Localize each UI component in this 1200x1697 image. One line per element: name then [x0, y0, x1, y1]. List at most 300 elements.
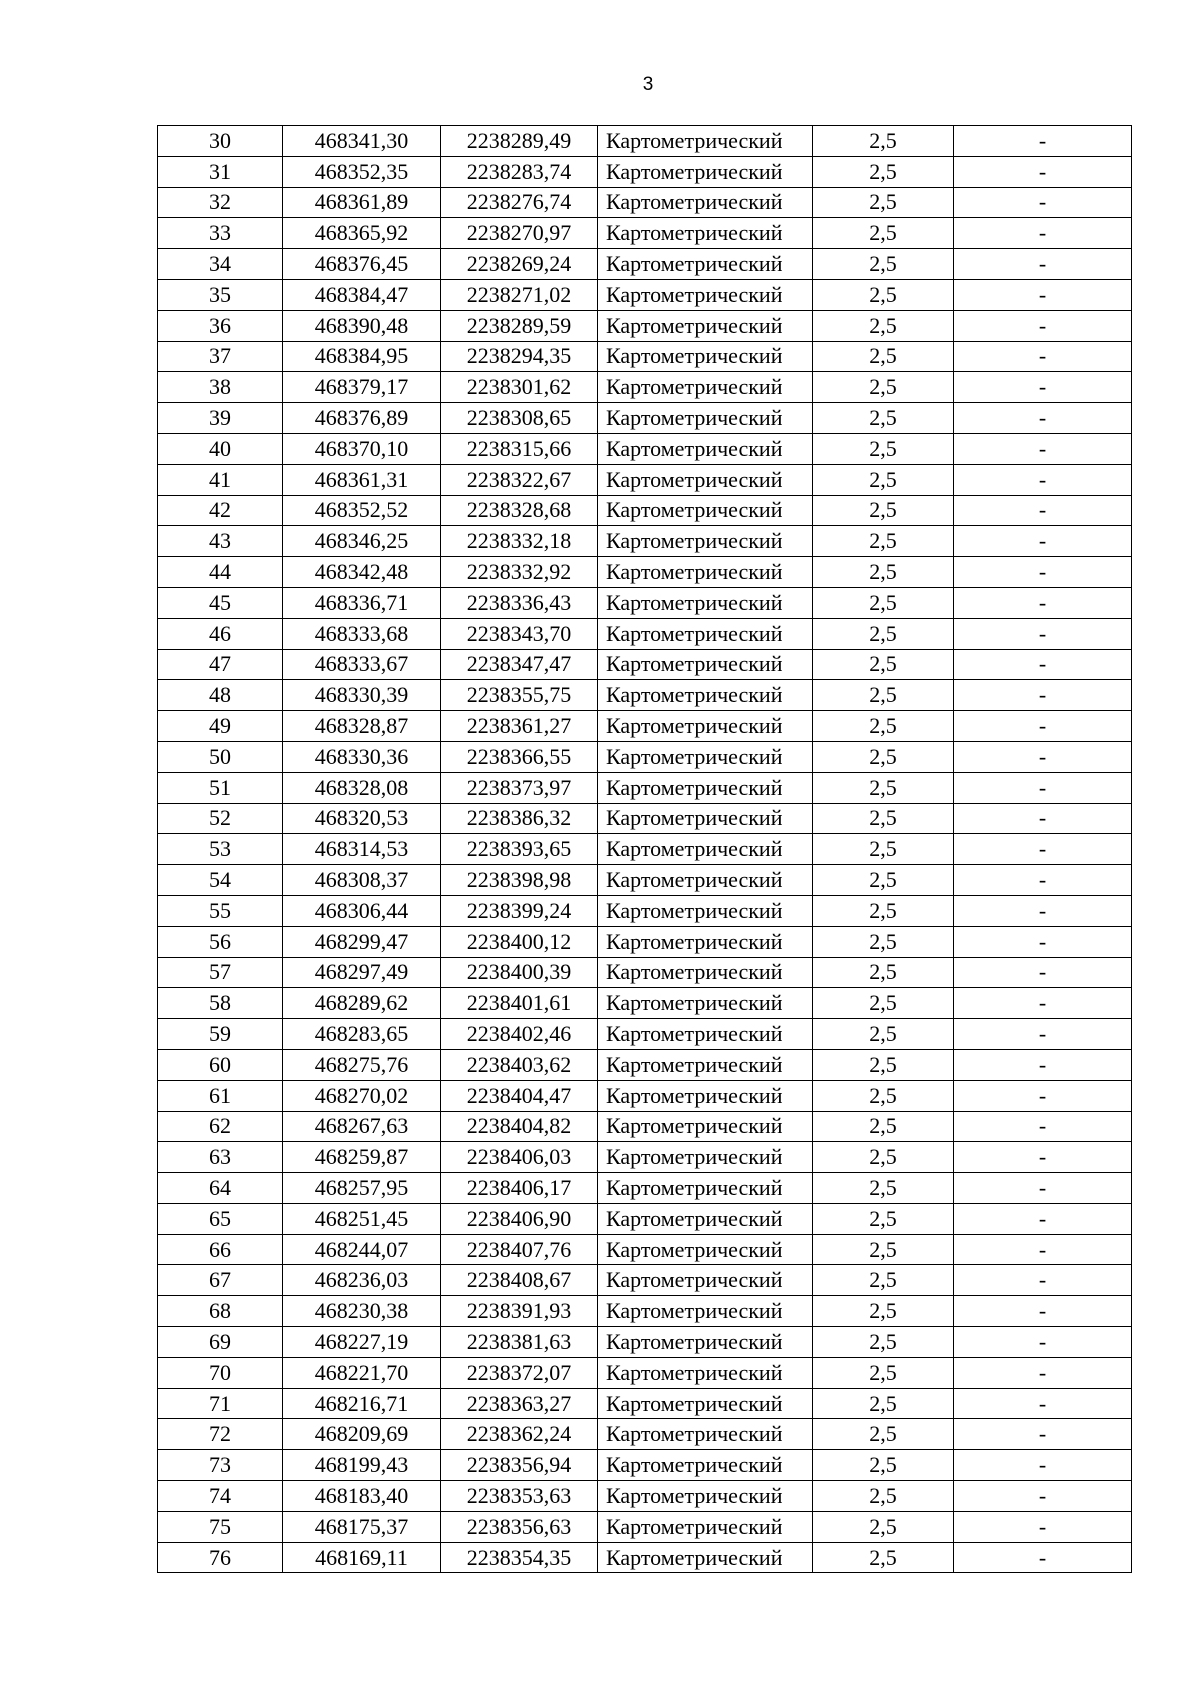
- method-cell: Картометрический: [598, 279, 813, 310]
- y-coordinate-cell: 2238398,98: [441, 865, 598, 896]
- method-cell: Картометрический: [598, 1019, 813, 1050]
- table-row: [158, 372, 1132, 403]
- x-coordinate-cell: 468221,70: [283, 1357, 441, 1388]
- y-coordinate-cell: 2238322,67: [441, 464, 598, 495]
- point-number-cell: 56: [158, 926, 283, 957]
- x-coordinate-cell: 468251,45: [283, 1203, 441, 1234]
- description-cell: -: [954, 1019, 1132, 1050]
- x-coordinate-cell: 468352,52: [283, 495, 441, 526]
- x-coordinate-cell: 468267,63: [283, 1111, 441, 1142]
- accuracy-cell: 2,5: [813, 957, 954, 988]
- table-row: [158, 1080, 1132, 1111]
- point-number-cell: 73: [158, 1450, 283, 1481]
- table-row: [158, 1542, 1132, 1573]
- description-cell: -: [954, 1296, 1132, 1327]
- y-coordinate-cell: 2238361,27: [441, 711, 598, 742]
- table-row: [158, 834, 1132, 865]
- x-coordinate-cell: 468361,31: [283, 464, 441, 495]
- point-number-cell: 64: [158, 1173, 283, 1204]
- table-row: [158, 1234, 1132, 1265]
- x-coordinate-cell: 468342,48: [283, 557, 441, 588]
- y-coordinate-cell: 2238406,90: [441, 1203, 598, 1234]
- x-coordinate-cell: 468257,95: [283, 1173, 441, 1204]
- description-cell: -: [954, 557, 1132, 588]
- accuracy-cell: 2,5: [813, 433, 954, 464]
- y-coordinate-cell: 2238363,27: [441, 1388, 598, 1419]
- table-row: [158, 1173, 1132, 1204]
- x-coordinate-cell: 468175,37: [283, 1511, 441, 1542]
- x-coordinate-cell: 468376,45: [283, 249, 441, 280]
- y-coordinate-cell: 2238408,67: [441, 1265, 598, 1296]
- table-row: [158, 1203, 1132, 1234]
- description-cell: -: [954, 464, 1132, 495]
- point-number-cell: 61: [158, 1080, 283, 1111]
- x-coordinate-cell: 468308,37: [283, 865, 441, 896]
- method-cell: Картометрический: [598, 433, 813, 464]
- table-row: [158, 1481, 1132, 1512]
- table-row: [158, 957, 1132, 988]
- table-row: [158, 1019, 1132, 1050]
- table-row: [158, 1388, 1132, 1419]
- point-number-cell: 46: [158, 618, 283, 649]
- y-coordinate-cell: 2238308,65: [441, 403, 598, 434]
- point-number-cell: 67: [158, 1265, 283, 1296]
- method-cell: Картометрический: [598, 649, 813, 680]
- description-cell: -: [954, 895, 1132, 926]
- method-cell: Картометрический: [598, 741, 813, 772]
- y-coordinate-cell: 2238332,92: [441, 557, 598, 588]
- table-row: [158, 464, 1132, 495]
- method-cell: Картометрический: [598, 988, 813, 1019]
- description-cell: -: [954, 279, 1132, 310]
- accuracy-cell: 2,5: [813, 741, 954, 772]
- point-number-cell: 75: [158, 1511, 283, 1542]
- point-number-cell: 32: [158, 187, 283, 218]
- method-cell: Картометрический: [598, 1203, 813, 1234]
- y-coordinate-cell: 2238332,18: [441, 526, 598, 557]
- x-coordinate-cell: 468209,69: [283, 1419, 441, 1450]
- point-number-cell: 38: [158, 372, 283, 403]
- y-coordinate-cell: 2238403,62: [441, 1049, 598, 1080]
- point-number-cell: 70: [158, 1357, 283, 1388]
- y-coordinate-cell: 2238276,74: [441, 187, 598, 218]
- description-cell: -: [954, 1173, 1132, 1204]
- point-number-cell: 69: [158, 1327, 283, 1358]
- table-row: [158, 341, 1132, 372]
- description-cell: -: [954, 341, 1132, 372]
- y-coordinate-cell: 2238406,17: [441, 1173, 598, 1204]
- table-row: [158, 865, 1132, 896]
- table-row: [158, 1450, 1132, 1481]
- accuracy-cell: 2,5: [813, 1049, 954, 1080]
- x-coordinate-cell: 468330,36: [283, 741, 441, 772]
- y-coordinate-cell: 2238399,24: [441, 895, 598, 926]
- y-coordinate-cell: 2238400,39: [441, 957, 598, 988]
- point-number-cell: 42: [158, 495, 283, 526]
- x-coordinate-cell: 468376,89: [283, 403, 441, 434]
- x-coordinate-cell: 468270,02: [283, 1080, 441, 1111]
- table-row: [158, 279, 1132, 310]
- y-coordinate-cell: 2238372,07: [441, 1357, 598, 1388]
- x-coordinate-cell: 468384,47: [283, 279, 441, 310]
- description-cell: -: [954, 126, 1132, 157]
- y-coordinate-cell: 2238328,68: [441, 495, 598, 526]
- accuracy-cell: 2,5: [813, 1111, 954, 1142]
- point-number-cell: 68: [158, 1296, 283, 1327]
- point-number-cell: 45: [158, 587, 283, 618]
- point-number-cell: 52: [158, 803, 283, 834]
- x-coordinate-cell: 468283,65: [283, 1019, 441, 1050]
- description-cell: -: [954, 1142, 1132, 1173]
- accuracy-cell: 2,5: [813, 618, 954, 649]
- table-row: [158, 711, 1132, 742]
- method-cell: Картометрический: [598, 834, 813, 865]
- accuracy-cell: 2,5: [813, 1203, 954, 1234]
- x-coordinate-cell: 468216,71: [283, 1388, 441, 1419]
- method-cell: Картометрический: [598, 1296, 813, 1327]
- method-cell: Картометрический: [598, 495, 813, 526]
- point-number-cell: 35: [158, 279, 283, 310]
- table-row: [158, 1511, 1132, 1542]
- accuracy-cell: 2,5: [813, 249, 954, 280]
- description-cell: -: [954, 680, 1132, 711]
- x-coordinate-cell: 468320,53: [283, 803, 441, 834]
- method-cell: Картометрический: [598, 1111, 813, 1142]
- description-cell: -: [954, 711, 1132, 742]
- x-coordinate-cell: 468169,11: [283, 1542, 441, 1573]
- method-cell: Картометрический: [598, 895, 813, 926]
- y-coordinate-cell: 2238343,70: [441, 618, 598, 649]
- y-coordinate-cell: 2238294,35: [441, 341, 598, 372]
- x-coordinate-cell: 468328,08: [283, 772, 441, 803]
- y-coordinate-cell: 2238366,55: [441, 741, 598, 772]
- description-cell: -: [954, 187, 1132, 218]
- description-cell: -: [954, 926, 1132, 957]
- point-number-cell: 66: [158, 1234, 283, 1265]
- description-cell: -: [954, 803, 1132, 834]
- x-coordinate-cell: 468333,67: [283, 649, 441, 680]
- x-coordinate-cell: 468236,03: [283, 1265, 441, 1296]
- method-cell: Картометрический: [598, 1357, 813, 1388]
- x-coordinate-cell: 468306,44: [283, 895, 441, 926]
- accuracy-cell: 2,5: [813, 834, 954, 865]
- accuracy-cell: 2,5: [813, 372, 954, 403]
- method-cell: Картометрический: [598, 156, 813, 187]
- point-number-cell: 65: [158, 1203, 283, 1234]
- method-cell: Картометрический: [598, 1265, 813, 1296]
- y-coordinate-cell: 2238289,59: [441, 310, 598, 341]
- point-number-cell: 57: [158, 957, 283, 988]
- description-cell: -: [954, 741, 1132, 772]
- method-cell: Картометрический: [598, 587, 813, 618]
- y-coordinate-cell: 2238401,61: [441, 988, 598, 1019]
- method-cell: Картометрический: [598, 1173, 813, 1204]
- x-coordinate-cell: 468328,87: [283, 711, 441, 742]
- y-coordinate-cell: 2238269,24: [441, 249, 598, 280]
- method-cell: Картометрический: [598, 865, 813, 896]
- accuracy-cell: 2,5: [813, 1542, 954, 1573]
- description-cell: -: [954, 1419, 1132, 1450]
- description-cell: -: [954, 218, 1132, 249]
- table-row: [158, 1265, 1132, 1296]
- point-number-cell: 71: [158, 1388, 283, 1419]
- accuracy-cell: 2,5: [813, 126, 954, 157]
- point-number-cell: 51: [158, 772, 283, 803]
- method-cell: Картометрический: [598, 126, 813, 157]
- method-cell: Картометрический: [598, 218, 813, 249]
- method-cell: Картометрический: [598, 310, 813, 341]
- x-coordinate-cell: 468361,89: [283, 187, 441, 218]
- point-number-cell: 31: [158, 156, 283, 187]
- accuracy-cell: 2,5: [813, 1419, 954, 1450]
- description-cell: -: [954, 495, 1132, 526]
- description-cell: -: [954, 865, 1132, 896]
- accuracy-cell: 2,5: [813, 803, 954, 834]
- y-coordinate-cell: 2238362,24: [441, 1419, 598, 1450]
- method-cell: Картометрический: [598, 1511, 813, 1542]
- table-row: [158, 1111, 1132, 1142]
- y-coordinate-cell: 2238289,49: [441, 126, 598, 157]
- accuracy-cell: 2,5: [813, 279, 954, 310]
- point-number-cell: 34: [158, 249, 283, 280]
- point-number-cell: 37: [158, 341, 283, 372]
- point-number-cell: 41: [158, 464, 283, 495]
- y-coordinate-cell: 2238354,35: [441, 1542, 598, 1573]
- point-number-cell: 72: [158, 1419, 283, 1450]
- table-row: [158, 680, 1132, 711]
- table-row: [158, 926, 1132, 957]
- table-row: [158, 741, 1132, 772]
- x-coordinate-cell: 468275,76: [283, 1049, 441, 1080]
- description-cell: -: [954, 403, 1132, 434]
- y-coordinate-cell: 2238402,46: [441, 1019, 598, 1050]
- y-coordinate-cell: 2238301,62: [441, 372, 598, 403]
- description-cell: -: [954, 834, 1132, 865]
- accuracy-cell: 2,5: [813, 1450, 954, 1481]
- description-cell: -: [954, 772, 1132, 803]
- table-row: [158, 433, 1132, 464]
- accuracy-cell: 2,5: [813, 156, 954, 187]
- x-coordinate-cell: 468199,43: [283, 1450, 441, 1481]
- point-number-cell: 76: [158, 1542, 283, 1573]
- y-coordinate-cell: 2238336,43: [441, 587, 598, 618]
- description-cell: -: [954, 587, 1132, 618]
- y-coordinate-cell: 2238391,93: [441, 1296, 598, 1327]
- description-cell: -: [954, 310, 1132, 341]
- accuracy-cell: 2,5: [813, 464, 954, 495]
- method-cell: Картометрический: [598, 464, 813, 495]
- table-row: [158, 218, 1132, 249]
- method-cell: Картометрический: [598, 711, 813, 742]
- accuracy-cell: 2,5: [813, 526, 954, 557]
- description-cell: -: [954, 988, 1132, 1019]
- y-coordinate-cell: 2238406,03: [441, 1142, 598, 1173]
- table-row: [158, 587, 1132, 618]
- table-row: [158, 649, 1132, 680]
- page-number: 3: [642, 74, 654, 95]
- accuracy-cell: 2,5: [813, 1234, 954, 1265]
- x-coordinate-cell: 468297,49: [283, 957, 441, 988]
- accuracy-cell: 2,5: [813, 1388, 954, 1419]
- method-cell: Картометрический: [598, 1419, 813, 1450]
- x-coordinate-cell: 468336,71: [283, 587, 441, 618]
- accuracy-cell: 2,5: [813, 680, 954, 711]
- accuracy-cell: 2,5: [813, 649, 954, 680]
- x-coordinate-cell: 468259,87: [283, 1142, 441, 1173]
- description-cell: -: [954, 1080, 1132, 1111]
- method-cell: Картометрический: [598, 187, 813, 218]
- x-coordinate-cell: 468341,30: [283, 126, 441, 157]
- point-number-cell: 47: [158, 649, 283, 680]
- description-cell: -: [954, 1111, 1132, 1142]
- accuracy-cell: 2,5: [813, 495, 954, 526]
- x-coordinate-cell: 468333,68: [283, 618, 441, 649]
- point-number-cell: 49: [158, 711, 283, 742]
- accuracy-cell: 2,5: [813, 218, 954, 249]
- table-row: [158, 1357, 1132, 1388]
- point-number-cell: 40: [158, 433, 283, 464]
- method-cell: Картометрический: [598, 341, 813, 372]
- accuracy-cell: 2,5: [813, 1481, 954, 1512]
- description-cell: -: [954, 1327, 1132, 1358]
- method-cell: Картометрический: [598, 1450, 813, 1481]
- point-number-cell: 44: [158, 557, 283, 588]
- y-coordinate-cell: 2238283,74: [441, 156, 598, 187]
- description-cell: -: [954, 249, 1132, 280]
- table-row: [158, 1049, 1132, 1080]
- method-cell: Картометрический: [598, 1327, 813, 1358]
- point-number-cell: 30: [158, 126, 283, 157]
- x-coordinate-cell: 468299,47: [283, 926, 441, 957]
- accuracy-cell: 2,5: [813, 403, 954, 434]
- y-coordinate-cell: 2238404,82: [441, 1111, 598, 1142]
- description-cell: -: [954, 1388, 1132, 1419]
- y-coordinate-cell: 2238353,63: [441, 1481, 598, 1512]
- accuracy-cell: 2,5: [813, 1080, 954, 1111]
- y-coordinate-cell: 2238271,02: [441, 279, 598, 310]
- y-coordinate-cell: 2238393,65: [441, 834, 598, 865]
- table-row: [158, 772, 1132, 803]
- point-number-cell: 58: [158, 988, 283, 1019]
- accuracy-cell: 2,5: [813, 587, 954, 618]
- accuracy-cell: 2,5: [813, 1019, 954, 1050]
- method-cell: Картометрический: [598, 1388, 813, 1419]
- accuracy-cell: 2,5: [813, 865, 954, 896]
- point-number-cell: 43: [158, 526, 283, 557]
- table-row: [158, 126, 1132, 157]
- accuracy-cell: 2,5: [813, 341, 954, 372]
- method-cell: Картометрический: [598, 618, 813, 649]
- description-cell: -: [954, 1234, 1132, 1265]
- method-cell: Картометрический: [598, 403, 813, 434]
- accuracy-cell: 2,5: [813, 187, 954, 218]
- y-coordinate-cell: 2238347,47: [441, 649, 598, 680]
- table-row: [158, 557, 1132, 588]
- x-coordinate-cell: 468244,07: [283, 1234, 441, 1265]
- accuracy-cell: 2,5: [813, 557, 954, 588]
- description-cell: -: [954, 156, 1132, 187]
- y-coordinate-cell: 2238381,63: [441, 1327, 598, 1358]
- description-cell: -: [954, 957, 1132, 988]
- table-row: [158, 1296, 1132, 1327]
- y-coordinate-cell: 2238355,75: [441, 680, 598, 711]
- table-row: [158, 1327, 1132, 1358]
- point-number-cell: 62: [158, 1111, 283, 1142]
- point-number-cell: 36: [158, 310, 283, 341]
- method-cell: Картометрический: [598, 680, 813, 711]
- description-cell: -: [954, 433, 1132, 464]
- y-coordinate-cell: 2238407,76: [441, 1234, 598, 1265]
- y-coordinate-cell: 2238386,32: [441, 803, 598, 834]
- description-cell: -: [954, 1511, 1132, 1542]
- table-row: [158, 249, 1132, 280]
- point-number-cell: 59: [158, 1019, 283, 1050]
- accuracy-cell: 2,5: [813, 711, 954, 742]
- table-row: [158, 310, 1132, 341]
- table-row: [158, 526, 1132, 557]
- x-coordinate-cell: 468289,62: [283, 988, 441, 1019]
- point-number-cell: 63: [158, 1142, 283, 1173]
- point-number-cell: 74: [158, 1481, 283, 1512]
- method-cell: Картометрический: [598, 557, 813, 588]
- table-row: [158, 803, 1132, 834]
- y-coordinate-cell: 2238270,97: [441, 218, 598, 249]
- table-row: [158, 187, 1132, 218]
- description-cell: -: [954, 1450, 1132, 1481]
- description-cell: -: [954, 618, 1132, 649]
- y-coordinate-cell: 2238373,97: [441, 772, 598, 803]
- table-row: [158, 988, 1132, 1019]
- description-cell: -: [954, 372, 1132, 403]
- y-coordinate-cell: 2238315,66: [441, 433, 598, 464]
- method-cell: Картометрический: [598, 372, 813, 403]
- x-coordinate-cell: 468183,40: [283, 1481, 441, 1512]
- point-number-cell: 48: [158, 680, 283, 711]
- method-cell: Картометрический: [598, 1542, 813, 1573]
- table-row: [158, 895, 1132, 926]
- method-cell: Картометрический: [598, 1234, 813, 1265]
- accuracy-cell: 2,5: [813, 988, 954, 1019]
- method-cell: Картометрический: [598, 1049, 813, 1080]
- accuracy-cell: 2,5: [813, 1173, 954, 1204]
- method-cell: Картометрический: [598, 526, 813, 557]
- point-number-cell: 53: [158, 834, 283, 865]
- coordinates-table: [157, 125, 1132, 1573]
- x-coordinate-cell: 468379,17: [283, 372, 441, 403]
- description-cell: -: [954, 1265, 1132, 1296]
- table-body: [158, 126, 1132, 1573]
- y-coordinate-cell: 2238356,94: [441, 1450, 598, 1481]
- accuracy-cell: 2,5: [813, 926, 954, 957]
- y-coordinate-cell: 2238404,47: [441, 1080, 598, 1111]
- description-cell: -: [954, 649, 1132, 680]
- description-cell: -: [954, 526, 1132, 557]
- x-coordinate-cell: 468346,25: [283, 526, 441, 557]
- description-cell: -: [954, 1542, 1132, 1573]
- x-coordinate-cell: 468330,39: [283, 680, 441, 711]
- accuracy-cell: 2,5: [813, 310, 954, 341]
- method-cell: Картометрический: [598, 249, 813, 280]
- x-coordinate-cell: 468227,19: [283, 1327, 441, 1358]
- y-coordinate-cell: 2238400,12: [441, 926, 598, 957]
- table-row: [158, 1142, 1132, 1173]
- method-cell: Картометрический: [598, 1142, 813, 1173]
- accuracy-cell: 2,5: [813, 1327, 954, 1358]
- y-coordinate-cell: 2238356,63: [441, 1511, 598, 1542]
- method-cell: Картометрический: [598, 1080, 813, 1111]
- description-cell: -: [954, 1357, 1132, 1388]
- x-coordinate-cell: 468230,38: [283, 1296, 441, 1327]
